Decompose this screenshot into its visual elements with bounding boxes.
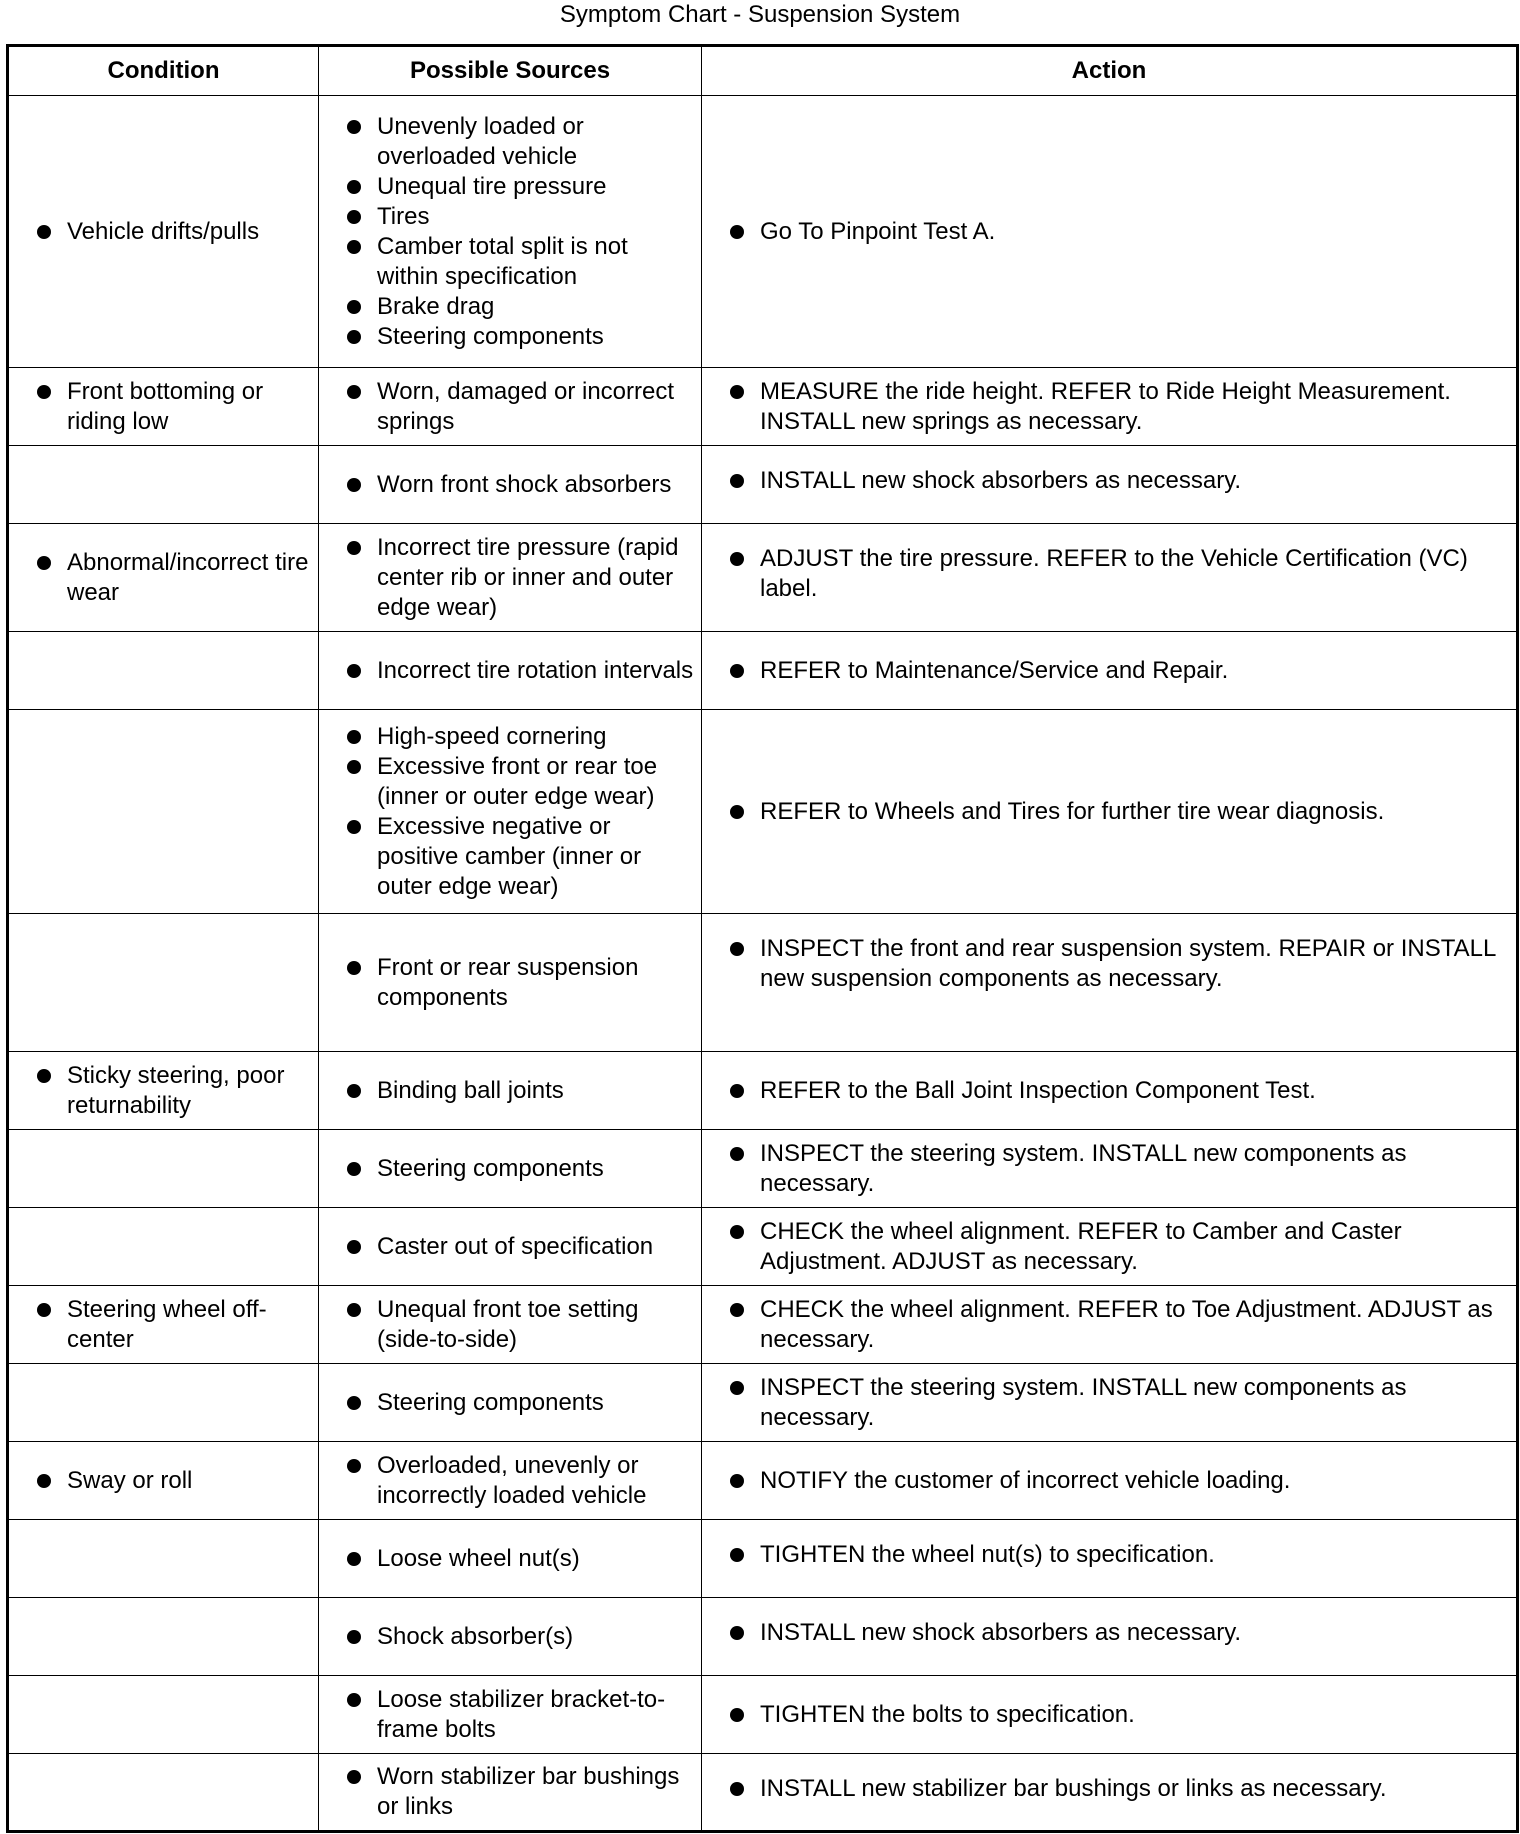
action-cell <box>702 632 1518 710</box>
bullet-icon <box>730 225 744 239</box>
source-text: Excessive front or rear toe (inner or outer edge wear) <box>377 752 658 810</box>
action-item <box>708 934 1510 994</box>
condition-item <box>15 548 312 608</box>
action-item <box>708 1139 1510 1199</box>
source-text: Binding ball joints <box>377 1076 564 1104</box>
bullet-icon <box>347 1770 361 1784</box>
source-text: Steering components <box>377 1388 604 1416</box>
source-text: Loose wheel nut(s) <box>377 1544 580 1572</box>
bullet-icon <box>347 961 361 975</box>
table-row <box>8 1286 1518 1364</box>
sources-cell <box>319 1754 702 1832</box>
source-text: Incorrect tire rotation intervals <box>377 656 694 684</box>
source-item <box>325 752 695 812</box>
action-item <box>708 1217 1510 1277</box>
action-cell <box>702 1442 1518 1520</box>
source-text: Caster out of specification <box>377 1232 654 1260</box>
source-item <box>325 202 695 232</box>
sources-cell <box>319 1286 702 1364</box>
sources-cell <box>319 632 702 710</box>
source-text: Overloaded, unevenly or incorrectly loaded vehicle <box>377 1451 647 1509</box>
header-row <box>8 46 1518 96</box>
action-cell <box>702 1364 1518 1442</box>
bullet-icon <box>730 1708 744 1722</box>
table-row <box>8 1052 1518 1130</box>
source-text: Loose stabilizer bracket-to-frame bolts <box>377 1685 666 1743</box>
bullet-icon <box>347 541 361 555</box>
table-row <box>8 710 1518 914</box>
action-text: TIGHTEN the wheel nut(s) to specification. <box>760 1541 1215 1568</box>
source-text: Front or rear suspension components <box>377 953 639 1011</box>
bullet-icon <box>37 1474 51 1488</box>
action-cell <box>702 1598 1518 1676</box>
bullet-icon <box>347 330 361 344</box>
bullet-icon <box>347 300 361 314</box>
bullet-icon <box>730 385 744 399</box>
action-text: REFER to Maintenance/Service and Repair. <box>760 656 1229 684</box>
sources-cell <box>319 1520 702 1598</box>
bullet-icon <box>730 552 744 566</box>
source-item <box>325 1685 695 1745</box>
table-row <box>8 1130 1518 1208</box>
source-text: Unevenly loaded or overloaded vehicle <box>377 112 584 170</box>
bullet-icon <box>730 1626 744 1640</box>
source-text: Incorrect tire pressure (rapid center rib or inner and outer edge wear) <box>377 533 679 621</box>
source-item <box>325 722 695 752</box>
source-item <box>325 292 695 322</box>
condition-cell <box>8 524 319 632</box>
bullet-icon <box>347 664 361 678</box>
action-text: REFER to the Ball Joint Inspection Component Test. <box>760 1076 1316 1104</box>
source-item <box>325 232 695 292</box>
action-cell <box>702 1754 1518 1832</box>
action-text: INSPECT the steering system. INSTALL new components as necessary. <box>760 1139 1407 1197</box>
bullet-icon <box>730 474 744 488</box>
source-item <box>325 1451 695 1511</box>
action-item <box>708 1774 1510 1804</box>
bullet-icon <box>347 210 361 224</box>
table-row <box>8 446 1518 524</box>
bullet-icon <box>37 225 51 239</box>
source-item <box>325 470 695 500</box>
bullet-icon <box>37 385 51 399</box>
table-row <box>8 1442 1518 1520</box>
source-item <box>325 112 695 172</box>
action-text: ADJUST the tire pressure. REFER to the Vehicle Certification (VC) label. <box>760 545 1468 602</box>
table-row <box>8 1676 1518 1754</box>
source-item <box>325 953 695 1013</box>
source-text: Camber total split is not within specification <box>377 232 628 290</box>
condition-cell <box>8 96 319 368</box>
table-row <box>8 524 1518 632</box>
source-text: Steering components <box>377 322 604 350</box>
bullet-icon <box>347 820 361 834</box>
source-text: Worn front shock absorbers <box>377 470 672 498</box>
action-item <box>708 466 1510 496</box>
source-text: Unequal front toe setting (side-to-side) <box>377 1295 639 1353</box>
action-cell <box>702 1520 1518 1598</box>
action-item <box>708 1700 1510 1730</box>
action-cell <box>702 446 1518 524</box>
action-cell <box>702 1676 1518 1754</box>
source-item <box>325 322 695 352</box>
action-item <box>708 1373 1510 1433</box>
condition-text: Vehicle drifts/pulls <box>67 217 260 245</box>
action-text: Go To Pinpoint Test A. <box>760 217 996 245</box>
table-row <box>8 1520 1518 1598</box>
bullet-icon <box>347 760 361 774</box>
bullet-icon <box>730 1381 744 1395</box>
action-item <box>708 217 1510 247</box>
condition-text: Steering wheel off-center <box>67 1295 267 1353</box>
condition-cell <box>8 1598 319 1676</box>
action-text: CHECK the wheel alignment. REFER to Toe Adjustment. ADJUST as necessary. <box>760 1295 1493 1353</box>
bullet-icon <box>347 730 361 744</box>
bullet-icon <box>347 1459 361 1473</box>
source-item <box>325 377 695 437</box>
bullet-icon <box>347 240 361 254</box>
sources-cell <box>319 96 702 368</box>
bullet-icon <box>347 1630 361 1644</box>
bullet-icon <box>347 1552 361 1566</box>
bullet-icon <box>347 1162 361 1176</box>
source-item <box>325 812 695 902</box>
bullet-icon <box>347 1084 361 1098</box>
condition-cell <box>8 1052 319 1130</box>
bullet-icon <box>730 1548 744 1562</box>
source-item <box>325 1544 695 1574</box>
condition-text: Sway or roll <box>67 1466 193 1494</box>
condition-cell <box>8 914 319 1052</box>
bullet-icon <box>37 1303 51 1317</box>
condition-item <box>15 1466 312 1496</box>
sources-cell <box>319 1598 702 1676</box>
bullet-icon <box>37 556 51 570</box>
bullet-icon <box>347 180 361 194</box>
condition-item <box>15 377 312 437</box>
condition-cell <box>8 368 319 446</box>
sources-cell <box>319 1208 702 1286</box>
condition-cell <box>8 1676 319 1754</box>
sources-cell <box>319 446 702 524</box>
action-text: INSPECT the front and rear suspension system. REPAIR or INSTALL new suspension components as necessary. <box>760 935 1496 992</box>
bullet-icon <box>347 385 361 399</box>
action-cell <box>702 710 1518 914</box>
source-text: Worn stabilizer bar bushings or links <box>377 1763 680 1820</box>
action-cell <box>702 914 1518 1052</box>
bullet-icon <box>730 1225 744 1239</box>
condition-item <box>15 217 312 247</box>
bullet-icon <box>347 120 361 134</box>
bullet-icon <box>730 664 744 678</box>
action-text: TIGHTEN the bolts to specification. <box>760 1700 1135 1728</box>
bullet-icon <box>347 1240 361 1254</box>
condition-cell <box>8 710 319 914</box>
action-cell <box>702 524 1518 632</box>
symptom-chart-table <box>6 44 1519 1833</box>
source-item <box>325 1232 695 1262</box>
action-cell <box>702 1052 1518 1130</box>
action-cell <box>702 1208 1518 1286</box>
bullet-icon <box>37 1069 51 1083</box>
action-text: REFER to Wheels and Tires for further tire wear diagnosis. <box>760 797 1385 825</box>
source-item <box>325 1295 695 1355</box>
action-text: INSTALL new shock absorbers as necessary. <box>760 467 1242 494</box>
sources-cell <box>319 1364 702 1442</box>
condition-cell <box>8 1286 319 1364</box>
source-text: Excessive negative or positive camber (inner or outer edge wear) <box>377 812 642 900</box>
condition-text: Sticky steering, poor returnability <box>67 1061 285 1119</box>
bullet-icon <box>347 1303 361 1317</box>
table-body <box>8 96 1518 1832</box>
sources-cell <box>319 914 702 1052</box>
condition-cell <box>8 1442 319 1520</box>
bullet-icon <box>730 805 744 819</box>
sources-cell <box>319 1052 702 1130</box>
bullet-icon <box>730 1303 744 1317</box>
condition-cell <box>8 1208 319 1286</box>
action-item <box>708 797 1510 827</box>
action-item <box>708 1076 1510 1106</box>
source-text: Brake drag <box>377 292 495 320</box>
action-text: MEASURE the ride height. REFER to Ride Height Measurement. INSTALL new springs as necessary. <box>760 377 1451 435</box>
sources-cell <box>319 1442 702 1520</box>
bullet-icon <box>347 1693 361 1707</box>
action-cell <box>702 1130 1518 1208</box>
table-row <box>8 914 1518 1052</box>
action-cell <box>702 368 1518 446</box>
source-item <box>325 533 695 623</box>
action-text: INSPECT the steering system. INSTALL new components as necessary. <box>760 1373 1407 1431</box>
action-item <box>708 1540 1510 1570</box>
source-item <box>325 1154 695 1184</box>
bullet-icon <box>347 478 361 492</box>
condition-cell <box>8 1364 319 1442</box>
condition-item <box>15 1295 312 1355</box>
bullet-icon <box>347 1396 361 1410</box>
source-text: Steering components <box>377 1154 604 1182</box>
action-item <box>708 1618 1510 1648</box>
source-item <box>325 1622 695 1652</box>
action-item <box>708 1295 1510 1355</box>
action-item <box>708 656 1510 686</box>
sources-cell <box>319 1676 702 1754</box>
source-item <box>325 1762 695 1822</box>
condition-cell <box>8 1130 319 1208</box>
condition-cell <box>8 1754 319 1832</box>
bullet-icon <box>730 942 744 956</box>
bullet-icon <box>730 1782 744 1796</box>
table-row <box>8 1364 1518 1442</box>
condition-text: Abnormal/incorrect tire wear <box>67 548 309 606</box>
table-row <box>8 96 1518 368</box>
table-row <box>8 1598 1518 1676</box>
condition-item <box>15 1061 312 1121</box>
table-row <box>8 1754 1518 1832</box>
source-text: Unequal tire pressure <box>377 172 607 200</box>
header-condition: Condition <box>8 46 319 96</box>
action-cell <box>702 1286 1518 1364</box>
action-text: INSTALL new shock absorbers as necessary. <box>760 1619 1242 1646</box>
source-item <box>325 1388 695 1418</box>
sources-cell <box>319 524 702 632</box>
action-cell <box>702 96 1518 368</box>
action-item <box>708 544 1510 604</box>
action-item <box>708 1466 1510 1496</box>
sources-cell <box>319 710 702 914</box>
bullet-icon <box>730 1474 744 1488</box>
table-row <box>8 368 1518 446</box>
source-text: Tires <box>377 202 430 230</box>
source-text: Shock absorber(s) <box>377 1622 574 1650</box>
sources-cell <box>319 368 702 446</box>
condition-cell <box>8 632 319 710</box>
page-title: Symptom Chart - Suspension System <box>559 1 961 28</box>
source-item <box>325 1076 695 1106</box>
bullet-icon <box>730 1084 744 1098</box>
table-row <box>8 1208 1518 1286</box>
sources-cell <box>319 1130 702 1208</box>
action-text: INSTALL new stabilizer bar bushings or links as necessary. <box>760 1775 1387 1802</box>
action-item <box>708 377 1510 437</box>
source-text: Worn, damaged or incorrect springs <box>377 377 675 435</box>
table-row <box>8 632 1518 710</box>
condition-text: Front bottoming or riding low <box>67 377 264 435</box>
source-item <box>325 172 695 202</box>
action-text: NOTIFY the customer of incorrect vehicle loading. <box>760 1466 1291 1494</box>
bullet-icon <box>730 1147 744 1161</box>
source-item <box>325 656 695 686</box>
condition-cell <box>8 446 319 524</box>
header-possible-sources: Possible Sources <box>319 46 702 96</box>
action-text: CHECK the wheel alignment. REFER to Camber and Caster Adjustment. ADJUST as necessary. <box>760 1217 1402 1275</box>
condition-cell <box>8 1520 319 1598</box>
source-text: High-speed cornering <box>377 722 607 750</box>
header-action: Action <box>702 46 1518 96</box>
